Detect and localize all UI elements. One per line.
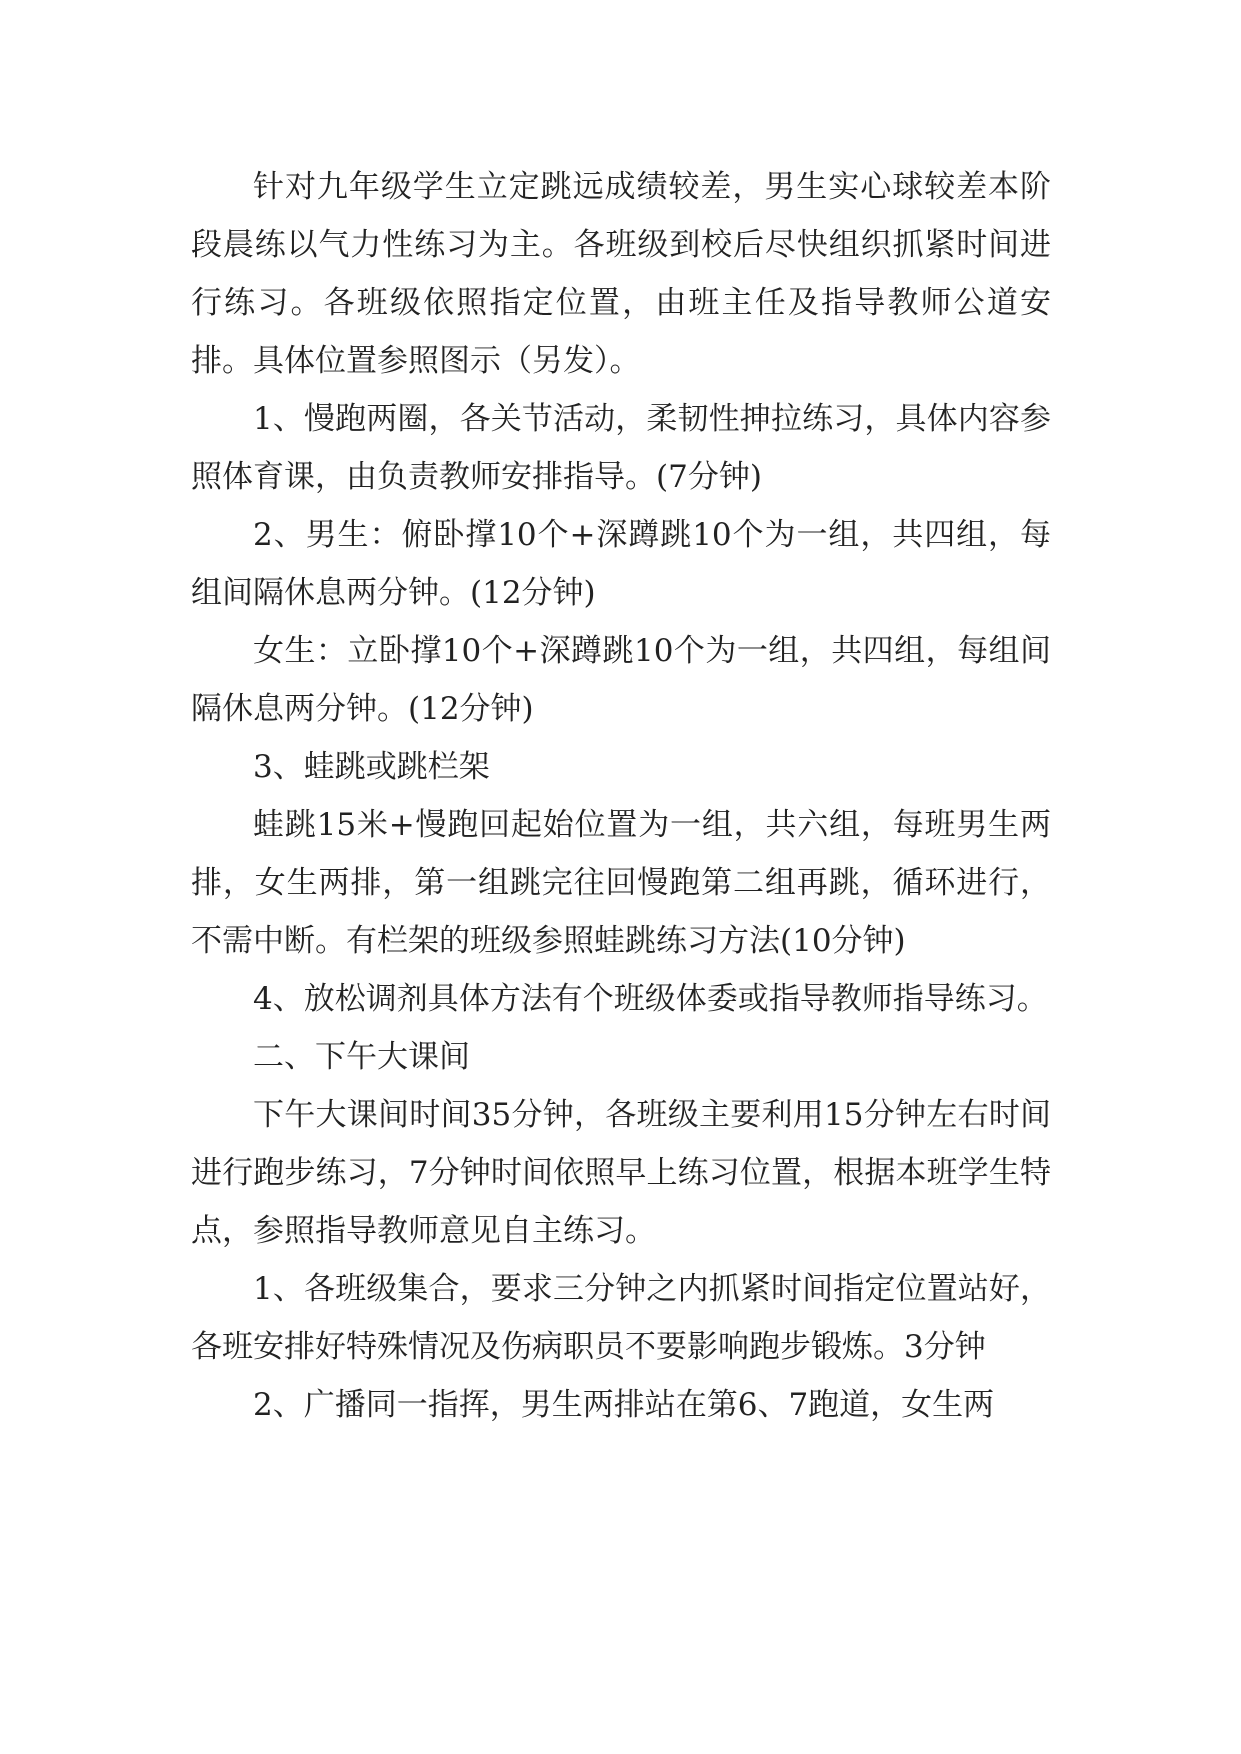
document-body	[191, 158, 1051, 1434]
paragraph-afternoon-item-2: 2、广播同一指挥，男生两排站在第6、7跑道，女生两	[253, 1387, 995, 1423]
paragraph-afternoon-item-1: 1、各班级集合，要求三分钟之内抓紧时间指定位置站好，各班安排好特殊情况及伤病职员不要影响跑步锻炼。3分钟	[191, 1271, 1051, 1365]
paragraph-afternoon-intro: 下午大课间时间35分钟，各班级主要利用15分钟左右时间进行跑步练习，7分钟时间依照早上练习位置，根据本班学生特点，参照指导教师意见自主练习。	[191, 1097, 1051, 1249]
paragraph-intro: 针对九年级学生立定跳远成绩较差，男生实心球较差本阶段晨练以气力性练习为主。各班级到校后尽快组织抓紧时间进行练习。各班级依照指定位置，由班主任及指导教师公道安排。具体位置参照图示（另发）。	[191, 169, 1051, 379]
paragraph-item-3-heading: 3、蛙跳或跳栏架	[253, 749, 490, 785]
paragraph-item-2-boys: 2、男生：俯卧撑10个+深蹲跳10个为一组，共四组，每组间隔休息两分钟。(12分钟)	[191, 517, 1051, 611]
paragraph-item-4: 4、放松调剂具体方法有个班级体委或指导教师指导练习。	[253, 981, 1048, 1017]
section-heading-afternoon: 二、下午大课间	[253, 1039, 470, 1075]
paragraph-item-1: 1、慢跑两圈，各关节活动，柔韧性抻拉练习，具体内容参照体育课，由负责教师安排指导。(7分钟)	[191, 401, 1051, 495]
paragraph-item-3-body: 蛙跳15米+慢跑回起始位置为一组，共六组，每班男生两排，女生两排，第一组跳完往回慢跑第二组再跳，循环进行，不需中断。有栏架的班级参照蛙跳练习方法(10分钟)	[191, 807, 1051, 959]
paragraph-item-2-girls: 女生：立卧撑10个+深蹲跳10个为一组，共四组，每组间隔休息两分钟。(12分钟)	[191, 633, 1051, 727]
